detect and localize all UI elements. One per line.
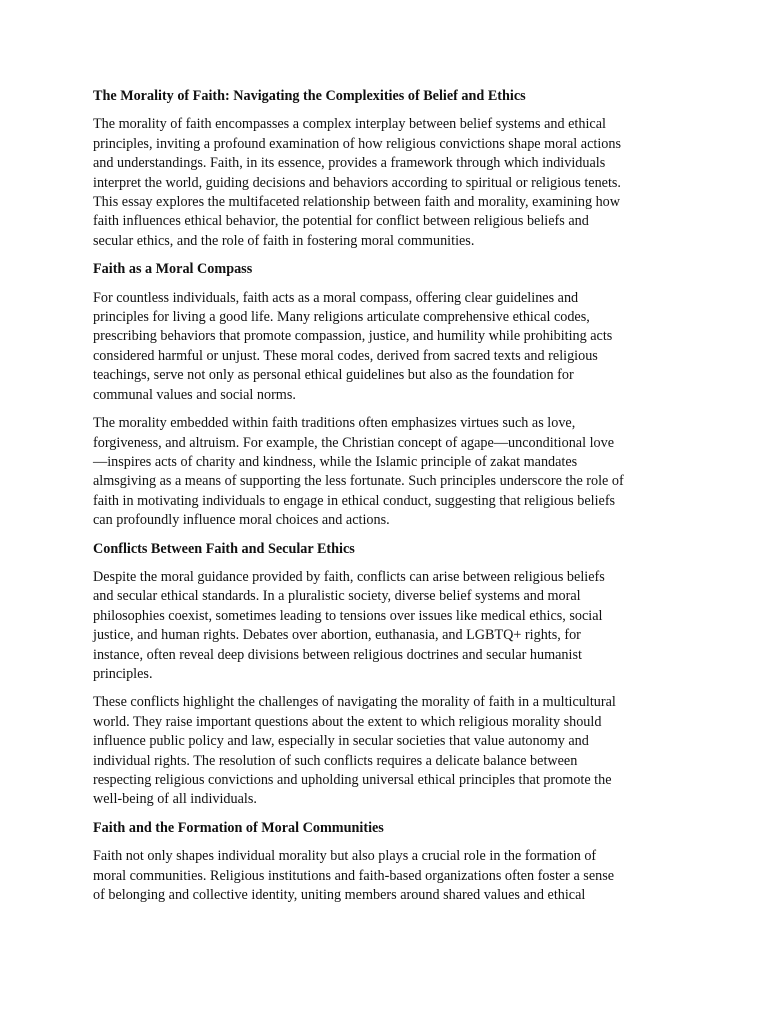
section-heading-moral-communities: Faith and the Formation of Moral Communities — [93, 819, 384, 836]
text-line: secular ethics, and the role of faith in fostering moral communities. — [93, 232, 475, 249]
text-line: These conflicts highlight the challenges of navigating the morality of faith in a multicultural — [93, 694, 616, 711]
text-line: Faith not only shapes individual morality but also plays a crucial role in the formation of — [93, 848, 597, 865]
text-line: prescribing behaviors that promote compassion, justice, and humility while prohibiting acts — [93, 328, 613, 345]
document-title: The Morality of Faith: Navigating the Complexities of Belief and Ethics — [93, 88, 526, 104]
intro-paragraph — [93, 115, 683, 251]
text-line: teachings, serve not only as personal ethical guidelines but also as the foundation for — [93, 367, 574, 384]
text-line: communal values and social norms. — [93, 386, 296, 403]
text-line: of belonging and collective identity, uniting members around shared values and ethical — [93, 887, 586, 904]
text-line: philosophies coexist, sometimes leading to tensions over issues like medical ethics, social — [93, 607, 603, 624]
text-line: interpret the world, guiding decisions and behaviors according to spiritual or religious tenets. — [93, 174, 621, 191]
moral-compass-paragraph-1 — [93, 289, 683, 405]
text-line: forgiveness, and altruism. For example, the Christian concept of agape—unconditional love — [93, 434, 614, 451]
text-line: and understandings. Faith, in its essence, provides a framework through which individuals — [93, 155, 606, 172]
text-line: This essay explores the multifaceted relationship between faith and morality, examining how — [93, 194, 621, 211]
text-line: and secular ethical standards. In a pluralistic society, diverse belief systems and moral — [93, 588, 581, 605]
text-line: principles, inviting a profound examination of how religious convictions shape moral actions — [93, 135, 621, 152]
section-heading-moral-compass: Faith as a Moral Compass — [93, 261, 253, 278]
text-line: individual rights. The resolution of such conflicts requires a delicate balance between — [93, 752, 578, 769]
text-line: world. They raise important questions about the extent to which religious morality should — [93, 713, 602, 730]
document-page — [93, 87, 683, 914]
text-line: influence public policy and law, especially in secular societies that value autonomy and — [93, 733, 589, 750]
text-line: respecting religious convictions and upholding universal ethical principles that promote the — [93, 772, 612, 788]
moral-compass-paragraph-2 — [93, 414, 683, 530]
text-line: —inspires acts of charity and kindness, while the Islamic principle of zakat mandates — [93, 453, 578, 470]
text-line: can profoundly influence moral choices and actions. — [93, 512, 390, 529]
text-line: principles. — [93, 665, 153, 682]
conflicts-paragraph-1 — [93, 568, 683, 684]
text-line: well-being of all individuals. — [93, 791, 257, 808]
text-line: principles for living a good life. Many religions articulate comprehensive ethical codes, — [93, 309, 590, 326]
text-line: justice, and human rights. Debates over abortion, euthanasia, and LGBTQ+ rights, for — [93, 627, 581, 644]
conflicts-paragraph-2 — [93, 693, 683, 809]
text-line: faith influences ethical behavior, the potential for conflict between religious beliefs and — [93, 213, 589, 230]
section-heading-conflicts: Conflicts Between Faith and Secular Ethics — [93, 540, 355, 557]
text-line: considered harmful or unjust. These moral codes, derived from sacred texts and religious — [93, 347, 598, 364]
text-line: The morality embedded within faith traditions often emphasizes virtues such as love, — [93, 415, 576, 432]
text-line: almsgiving as a means of supporting the less fortunate. Such principles underscore the role of — [93, 473, 624, 490]
moral-communities-paragraph-1 — [93, 847, 683, 905]
text-line: moral communities. Religious institutions and faith-based organizations often foster a sense — [93, 867, 615, 884]
text-line: The morality of faith encompasses a complex interplay between belief systems and ethical — [93, 116, 606, 133]
text-line: faith in motivating individuals to engage in ethical conduct, suggesting that religious beliefs — [93, 492, 616, 509]
text-line: For countless individuals, faith acts as a moral compass, offering clear guidelines and — [93, 289, 579, 306]
text-line: Despite the moral guidance provided by faith, conflicts can arise between religious beliefs — [93, 568, 605, 585]
text-line: instance, often reveal deep divisions between religious doctrines and secular humanist — [93, 646, 582, 663]
